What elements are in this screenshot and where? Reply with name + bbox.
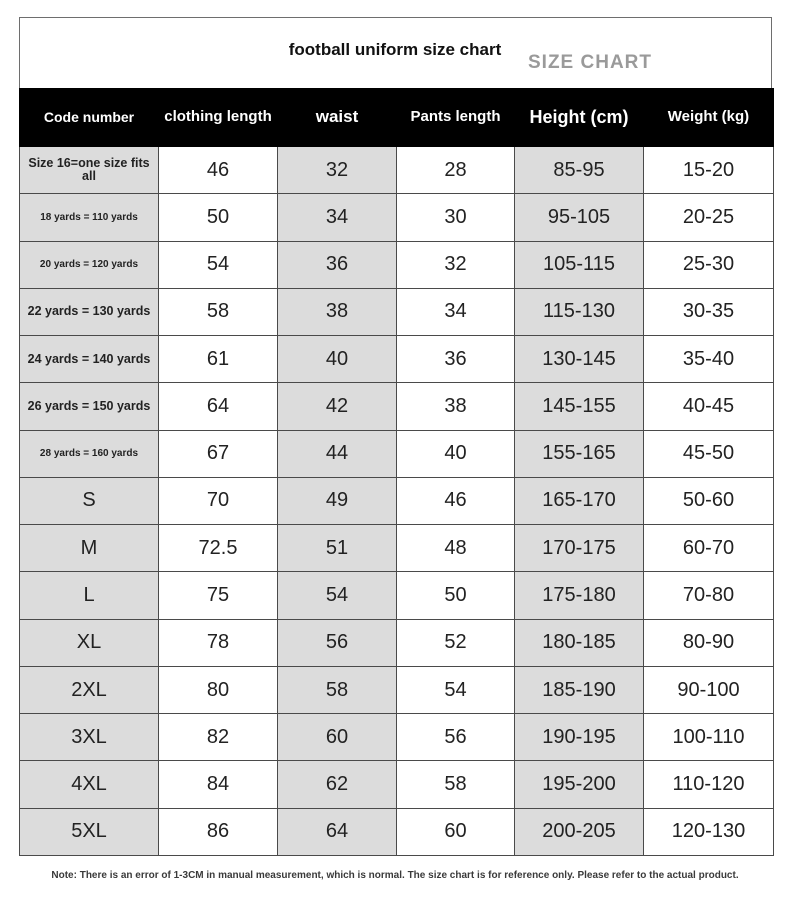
cell-waist: 60 <box>278 714 397 761</box>
table-body <box>20 147 774 856</box>
table-row <box>20 430 774 477</box>
cell-clothing-length: 78 <box>159 619 278 666</box>
cell-height: 145-155 <box>515 383 644 430</box>
cell-weight: 70-80 <box>644 572 774 619</box>
cell-height: 105-115 <box>515 241 644 288</box>
size-table <box>19 88 774 856</box>
cell-weight: 50-60 <box>644 477 774 524</box>
cell-height: 130-145 <box>515 336 644 383</box>
cell-height: 165-170 <box>515 477 644 524</box>
header-height: Height (cm) <box>515 89 644 147</box>
cell-waist: 44 <box>278 430 397 477</box>
cell-height: 180-185 <box>515 619 644 666</box>
cell-code-number: M <box>20 525 159 572</box>
cell-weight: 20-25 <box>644 194 774 241</box>
table-row <box>20 288 774 335</box>
cell-pants-length: 40 <box>397 430 515 477</box>
cell-pants-length: 56 <box>397 714 515 761</box>
cell-waist: 64 <box>278 808 397 855</box>
cell-clothing-length: 54 <box>159 241 278 288</box>
cell-clothing-length: 80 <box>159 666 278 713</box>
cell-waist: 38 <box>278 288 397 335</box>
cell-height: 85-95 <box>515 147 644 194</box>
cell-waist: 56 <box>278 619 397 666</box>
cell-waist: 49 <box>278 477 397 524</box>
table-row <box>20 147 774 194</box>
cell-code-number: 20 yards = 120 yards <box>20 241 159 288</box>
cell-weight: 100-110 <box>644 714 774 761</box>
cell-pants-length: 34 <box>397 288 515 335</box>
cell-pants-length: 36 <box>397 336 515 383</box>
cell-code-number: 3XL <box>20 714 159 761</box>
cell-height: 185-190 <box>515 666 644 713</box>
cell-pants-length: 46 <box>397 477 515 524</box>
table-row <box>20 761 774 808</box>
header-pants-length: Pants length <box>397 89 515 147</box>
chart-subtitle: SIZE CHART <box>528 52 652 73</box>
table-row <box>20 666 774 713</box>
cell-weight: 60-70 <box>644 525 774 572</box>
cell-pants-length: 58 <box>397 761 515 808</box>
cell-weight: 45-50 <box>644 430 774 477</box>
header-weight: Weight (kg) <box>644 89 774 147</box>
cell-clothing-length: 46 <box>159 147 278 194</box>
cell-code-number: 4XL <box>20 761 159 808</box>
cell-clothing-length: 70 <box>159 477 278 524</box>
cell-height: 190-195 <box>515 714 644 761</box>
cell-waist: 36 <box>278 241 397 288</box>
cell-height: 115-130 <box>515 288 644 335</box>
cell-height: 195-200 <box>515 761 644 808</box>
cell-weight: 120-130 <box>644 808 774 855</box>
table-row <box>20 477 774 524</box>
cell-pants-length: 48 <box>397 525 515 572</box>
table-row <box>20 572 774 619</box>
cell-weight: 25-30 <box>644 241 774 288</box>
cell-height: 175-180 <box>515 572 644 619</box>
table-row <box>20 383 774 430</box>
cell-waist: 42 <box>278 383 397 430</box>
cell-weight: 110-120 <box>644 761 774 808</box>
cell-waist: 62 <box>278 761 397 808</box>
cell-clothing-length: 82 <box>159 714 278 761</box>
cell-code-number: 28 yards = 160 yards <box>20 430 159 477</box>
cell-pants-length: 32 <box>397 241 515 288</box>
cell-pants-length: 28 <box>397 147 515 194</box>
cell-weight: 40-45 <box>644 383 774 430</box>
cell-pants-length: 38 <box>397 383 515 430</box>
cell-pants-length: 30 <box>397 194 515 241</box>
cell-clothing-length: 84 <box>159 761 278 808</box>
cell-waist: 32 <box>278 147 397 194</box>
cell-code-number: 24 yards = 140 yards <box>20 336 159 383</box>
cell-clothing-length: 72.5 <box>159 525 278 572</box>
cell-weight: 35-40 <box>644 336 774 383</box>
cell-waist: 40 <box>278 336 397 383</box>
cell-waist: 58 <box>278 666 397 713</box>
table-row <box>20 241 774 288</box>
cell-waist: 34 <box>278 194 397 241</box>
chart-title: football uniform size chart <box>288 40 502 59</box>
cell-pants-length: 60 <box>397 808 515 855</box>
cell-code-number: Size 16=one size fits all <box>20 147 159 194</box>
header-code-number: Code number <box>20 89 159 147</box>
cell-code-number: L <box>20 572 159 619</box>
table-row <box>20 619 774 666</box>
cell-code-number: 5XL <box>20 808 159 855</box>
cell-code-number: 22 yards = 130 yards <box>20 288 159 335</box>
cell-weight: 15-20 <box>644 147 774 194</box>
cell-code-number: 18 yards = 110 yards <box>20 194 159 241</box>
header-waist: waist <box>278 89 397 147</box>
cell-height: 170-175 <box>515 525 644 572</box>
cell-height: 95-105 <box>515 194 644 241</box>
cell-code-number: S <box>20 477 159 524</box>
table-row <box>20 808 774 855</box>
cell-clothing-length: 50 <box>159 194 278 241</box>
measurement-note: Note: There is an error of 1-3CM in manual measurement, which is normal. The size chart is for reference only. Please refer to the actual product. <box>51 870 739 881</box>
cell-weight: 90-100 <box>644 666 774 713</box>
cell-weight: 80-90 <box>644 619 774 666</box>
table-row <box>20 714 774 761</box>
table-row <box>20 194 774 241</box>
cell-code-number: XL <box>20 619 159 666</box>
table-row <box>20 525 774 572</box>
cell-clothing-length: 61 <box>159 336 278 383</box>
cell-code-number: 26 yards = 150 yards <box>20 383 159 430</box>
cell-waist: 51 <box>278 525 397 572</box>
cell-height: 200-205 <box>515 808 644 855</box>
cell-pants-length: 50 <box>397 572 515 619</box>
cell-clothing-length: 75 <box>159 572 278 619</box>
cell-pants-length: 54 <box>397 666 515 713</box>
cell-weight: 30-35 <box>644 288 774 335</box>
table-row <box>20 336 774 383</box>
cell-code-number: 2XL <box>20 666 159 713</box>
cell-clothing-length: 67 <box>159 430 278 477</box>
cell-clothing-length: 58 <box>159 288 278 335</box>
cell-clothing-length: 64 <box>159 383 278 430</box>
cell-clothing-length: 86 <box>159 808 278 855</box>
cell-waist: 54 <box>278 572 397 619</box>
cell-pants-length: 52 <box>397 619 515 666</box>
cell-height: 155-165 <box>515 430 644 477</box>
header-row <box>20 89 774 147</box>
header-clothing-length: clothing length <box>159 89 278 147</box>
